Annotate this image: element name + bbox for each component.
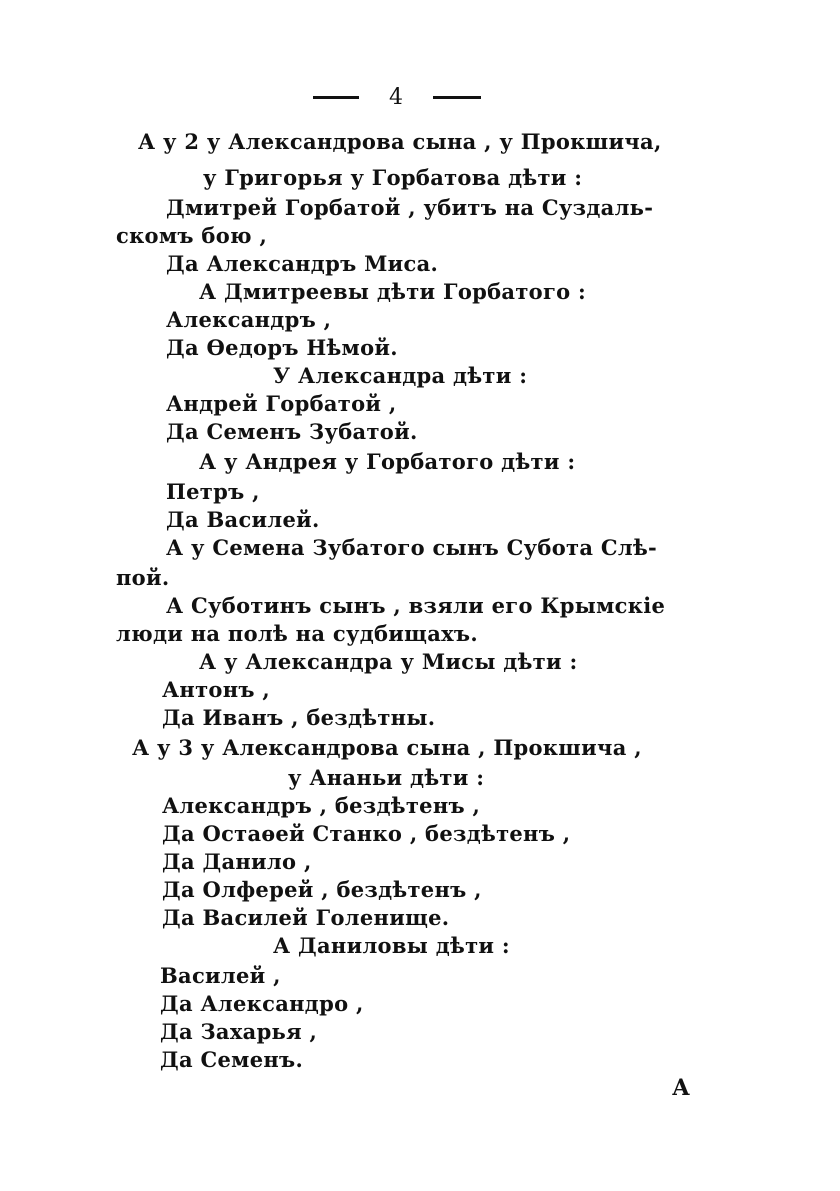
text-line: Да Остаѳей Станко , бездѣтенъ , xyxy=(162,821,571,846)
text-line: А у Александра у Мисы дѣти : xyxy=(199,649,578,674)
text-line: Да Захарья , xyxy=(160,1019,318,1044)
text-line: скомъ бою , xyxy=(116,223,268,248)
text-line: А Суботинъ сынъ , взяли его Крымскіе xyxy=(166,593,666,618)
text-line: Андрей Горбатой , xyxy=(166,391,397,416)
text-line: Да Семенъ Зубатой. xyxy=(166,419,418,444)
text-line: Да Александро , xyxy=(160,991,364,1016)
text-line: у Ананьи дѣти : xyxy=(288,765,485,790)
text-line: Александръ , xyxy=(166,307,332,332)
page-header xyxy=(0,82,840,114)
text-line: Дмитрей Горбатой , убитъ на Суздаль- xyxy=(166,195,654,220)
text-line: Василей , xyxy=(160,963,281,988)
header-rule-left xyxy=(313,96,359,99)
page-number: 4 xyxy=(389,85,403,110)
text-line: Антонъ , xyxy=(162,677,270,702)
text-line: Да Иванъ , бездѣтны. xyxy=(162,705,436,730)
text-line: У Александра дѣти : xyxy=(273,363,528,388)
text-line: пой. xyxy=(116,565,170,590)
text-line: Да Олферей , бездѣтенъ , xyxy=(162,877,482,902)
text-line: Александръ , бездѣтенъ , xyxy=(162,793,481,818)
text-line: Петръ , xyxy=(166,479,260,504)
text-line: А у Семена Зубатого сынъ Субота Слѣ- xyxy=(166,535,658,560)
text-line: люди на полѣ на судбищахъ. xyxy=(116,621,478,646)
catchword: А xyxy=(672,1075,690,1101)
text-line: Да Александръ Миса. xyxy=(166,251,439,276)
text-line: Да Ѳедоръ Нѣмой. xyxy=(166,335,398,360)
header-rule-right xyxy=(433,96,481,99)
text-line: А Даниловы дѣти : xyxy=(273,933,510,958)
text-line: А у Андрея у Горбатого дѣти : xyxy=(199,449,576,474)
text-line: Да Данило , xyxy=(162,849,312,874)
text-line: Да Семенъ. xyxy=(160,1047,304,1072)
text-line: у Григорья у Горбатова дѣти : xyxy=(203,165,583,190)
text-line: А у 3 у Александрова сына , Прокшича , xyxy=(132,735,642,760)
text-line: Да Василей. xyxy=(166,507,320,532)
text-line: А Дмитреевы дѣти Горбатого : xyxy=(199,279,587,304)
text-line: А у 2 у Александрова сына , у Прокшича, xyxy=(138,129,662,154)
text-line: Да Василей Голенище. xyxy=(162,905,450,930)
